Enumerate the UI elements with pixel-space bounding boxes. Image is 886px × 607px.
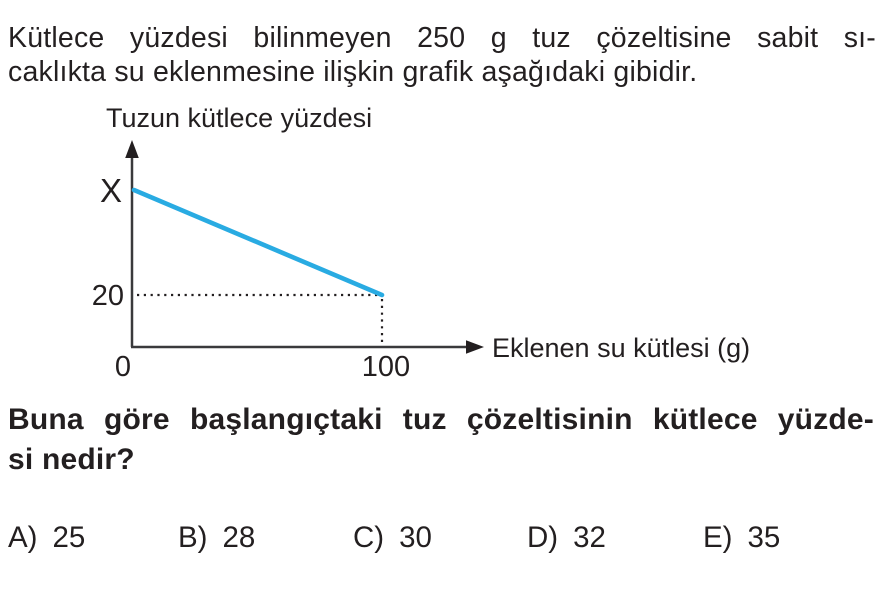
x-axis-label: Eklenen su kütlesi (g) xyxy=(492,333,751,363)
option-c-label: C) xyxy=(353,521,385,554)
option-d-value: 32 xyxy=(573,521,606,554)
chart-title: Tuzun kütlece yüzdesi xyxy=(106,103,373,133)
option-e xyxy=(703,521,780,555)
option-a xyxy=(8,521,85,555)
option-a-value: 25 xyxy=(52,521,86,554)
y-axis-arrow-icon xyxy=(125,140,139,158)
x-tick-100: 100 xyxy=(361,351,411,383)
question-line-2: si nedir? xyxy=(8,443,135,476)
y-tick-20: 20 xyxy=(91,280,124,312)
option-e-label: E) xyxy=(703,521,733,554)
question-intro xyxy=(8,21,876,89)
option-c xyxy=(353,521,432,555)
intro-line-2: caklıkta su eklenmesine ilişkin grafik aşağıdaki gibidir. xyxy=(8,56,698,88)
option-c-value: 30 xyxy=(399,521,432,554)
intro-line-1: Kütlece yüzdesi bilinmeyen 250 g tuz çözeltisine sabit sı- xyxy=(8,22,876,54)
answer-options xyxy=(0,521,886,557)
origin-label: 0 xyxy=(114,351,131,383)
option-d xyxy=(527,521,606,555)
option-a-label: A) xyxy=(8,521,38,554)
option-b-label: B) xyxy=(178,521,208,554)
option-d-label: D) xyxy=(527,521,559,554)
x-axis-arrow-icon xyxy=(466,340,484,354)
option-b-value: 28 xyxy=(222,521,256,554)
y-initial-value-label: X xyxy=(99,172,122,209)
option-e-value: 35 xyxy=(747,521,781,554)
option-b xyxy=(178,521,255,555)
data-line xyxy=(134,190,382,295)
question-line-1: Buna göre başlangıçtaki tuz çözeltisinin kütlece yüzde- xyxy=(8,403,874,436)
question-stem xyxy=(8,400,874,480)
